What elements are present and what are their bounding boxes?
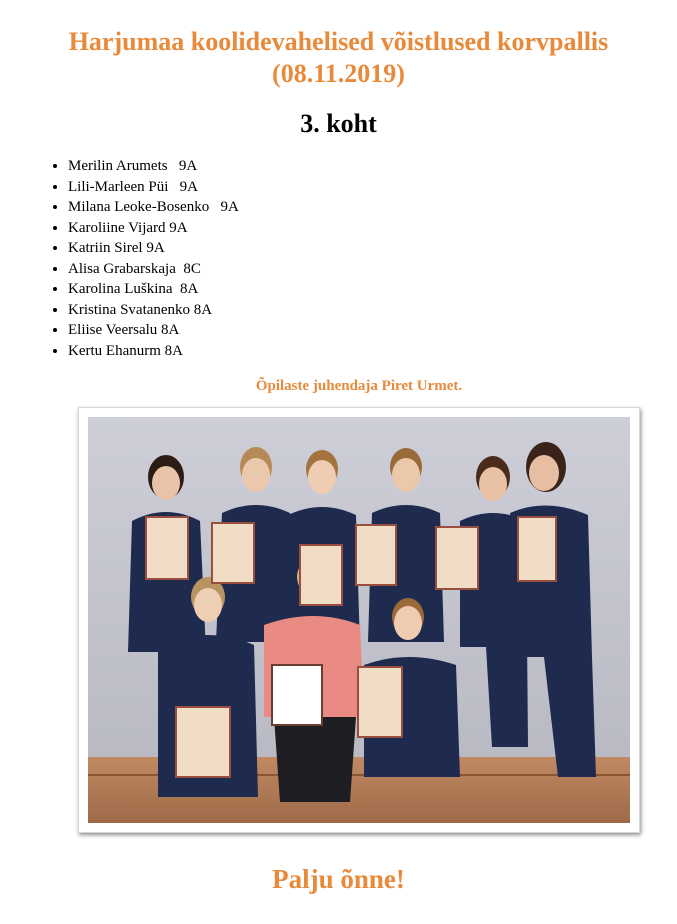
player-list <box>24 156 468 361</box>
team-photo <box>78 407 640 833</box>
list-item: • Eliise Veersalu 8A <box>68 320 468 341</box>
team-photo-illustration <box>88 417 630 823</box>
page-title <box>0 26 677 90</box>
list-item: • Milana Leoke-Bosenko 9A <box>68 197 468 218</box>
list-item: • Katriin Sirel 9A <box>68 238 468 259</box>
list-item: • Merilin Arumets 9A <box>68 156 468 177</box>
place-heading: 3. koht <box>300 109 377 138</box>
list-item: • Lili-Marleen Püi 9A <box>68 177 468 198</box>
title-line-2: (08.11.2019) <box>272 59 405 88</box>
list-item: • Karolina Luškina 8A <box>68 279 468 300</box>
coach-caption: Õpilaste juhendaja Piret Urmet. <box>255 378 463 394</box>
list-item: • Karoliine Vijard 9A <box>68 218 468 239</box>
title-line-1: Harjumaa koolidevahelised võistlused korvpallis <box>68 27 609 56</box>
list-item: • Alisa Grabarskaja 8C <box>68 259 468 280</box>
list-item: • Kristina Svatanenko 8A <box>68 300 468 321</box>
closing-message: Palju õnne! <box>272 864 405 894</box>
list-item: • Kertu Ehanurm 8A <box>68 341 468 362</box>
